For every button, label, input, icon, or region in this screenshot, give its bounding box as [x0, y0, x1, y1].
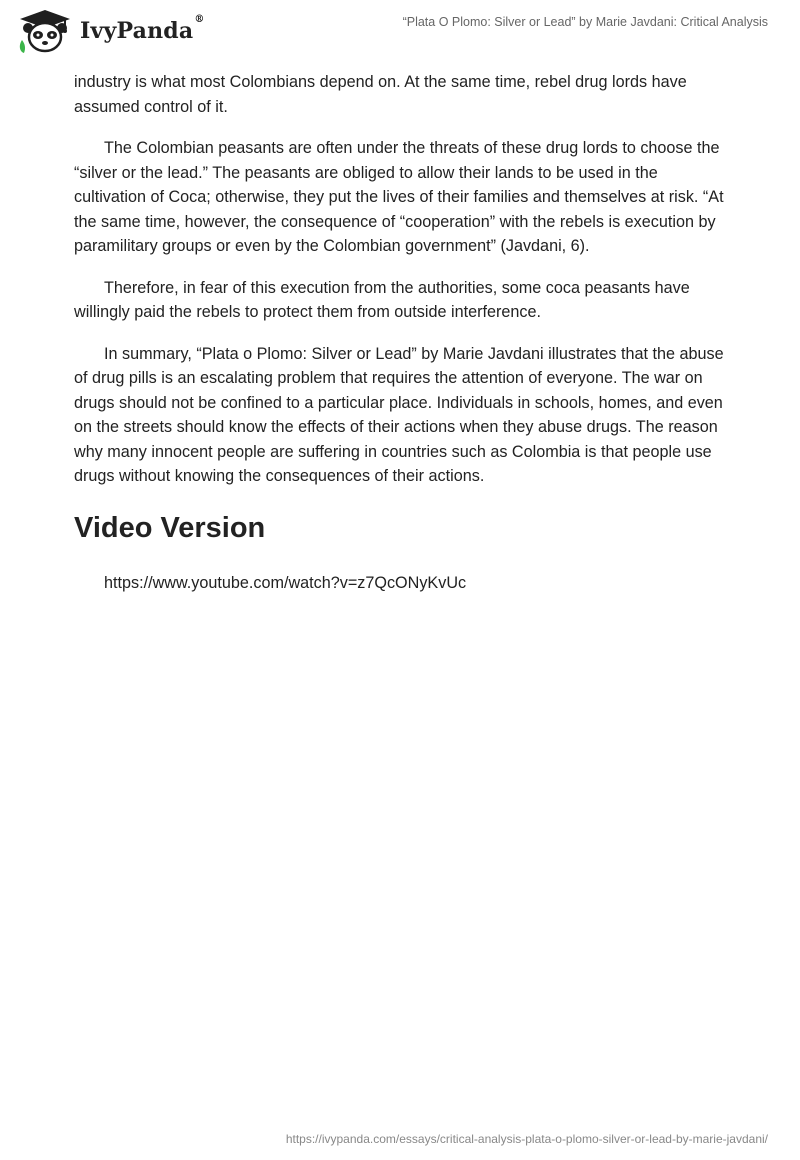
logo-wordmark: IvyPanda [80, 18, 194, 44]
document-title: “Plata O Plomo: Silver or Lead” by Marie Javdani: Critical Analysis [402, 15, 768, 29]
panda-graduate-logo-icon [16, 8, 74, 54]
essay-paragraph: In summary, “Plata o Plomo: Silver or Lead” by Marie Javdani illustrates that the abuse of drug pills is an escalating problem that requires the attention of everyone. The war on drugs should not be confined to a particular place. Individuals in schools, homes, and even on the streets should know the effects of their actions when they abuse drugs. The reason why many innocent people are suffering in countries such as Colombia is that people use drugs without knowing the consequences of their actions. [74, 344, 724, 485]
essay-paragraph: Therefore, in fear of this execution from the authorities, some coca peasants have willingly paid the rebels to protect them from outside interference. [74, 278, 690, 321]
ivypanda-logo[interactable] [16, 8, 205, 54]
essay-paragraph: industry is what most Colombians depend on. At the same time, rebel drug lords have assumed control of it. [74, 73, 687, 116]
footer-page-url[interactable]: https://ivypanda.com/essays/critical-analysis-plata-o-plomo-silver-or-lead-by-marie-javdani/ [285, 1132, 768, 1146]
page-header [0, 0, 800, 64]
registered-mark: ® [194, 14, 205, 25]
essay-paragraph: The Colombian peasants are often under the threats of these drug lords to choose the “silver or the lead.” The peasants are obliged to allow their lands to be used in the cultivation of Coca; otherwise, they put the lives of their families and themselves at risk. “At the same time, however, the consequence of “cooperation” with the rebels is execution by paramilitary groups or even by the Colombian government” (Javdani, 6). [74, 139, 724, 255]
video-link[interactable]: https://www.youtube.com/watch?v=z7QcONyKvUc [104, 573, 467, 592]
essay-body [74, 70, 734, 595]
video-version-heading: Video Version [74, 511, 266, 544]
